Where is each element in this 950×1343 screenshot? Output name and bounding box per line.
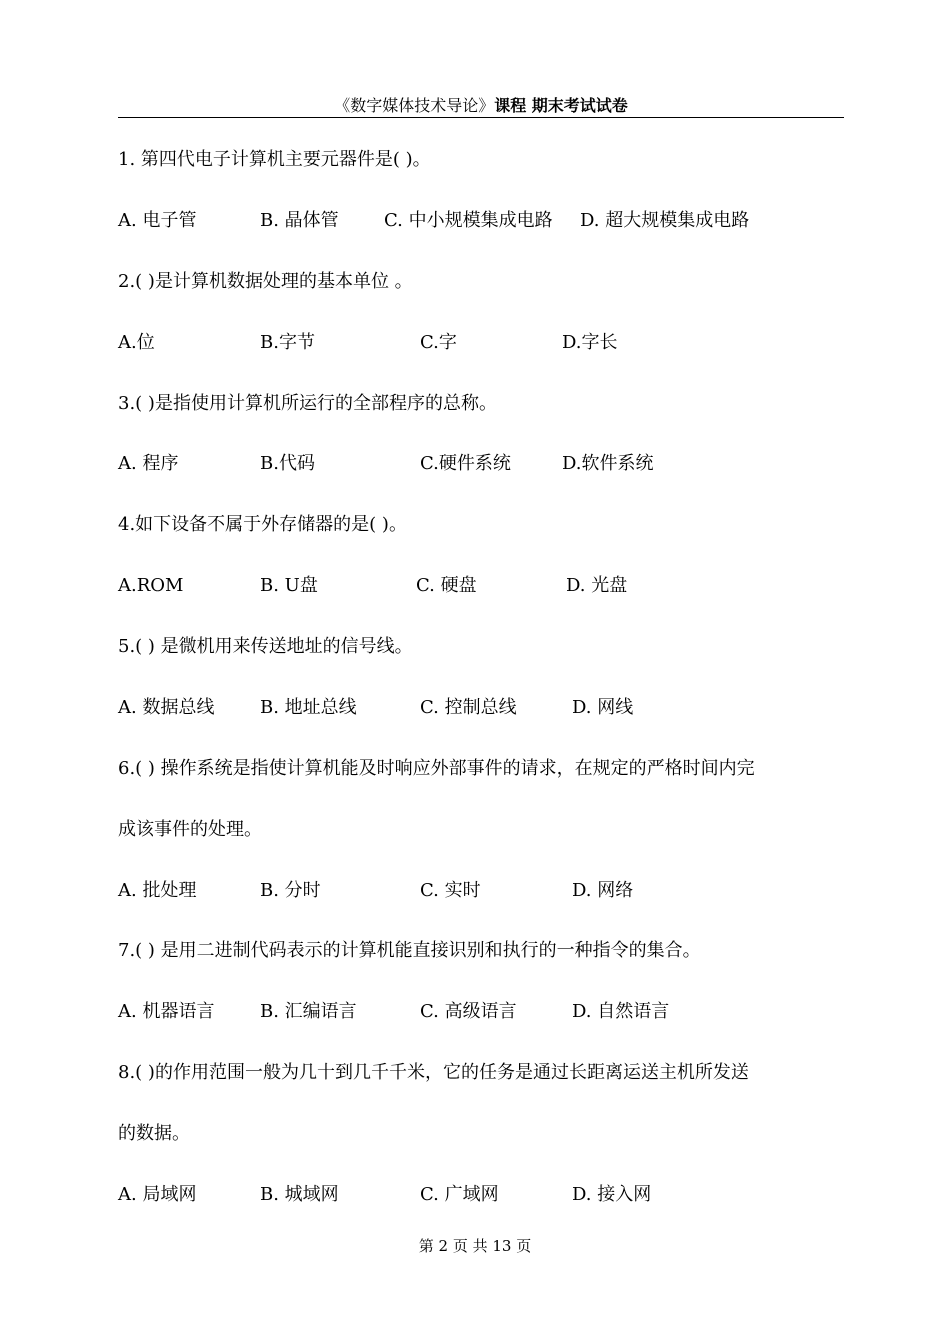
option-d: D. 自然语言 [572, 1001, 670, 1022]
option-c: C. 控制总线 [420, 697, 517, 718]
question-8-options [118, 1183, 844, 1207]
option-d: D. 接入网 [572, 1184, 652, 1205]
option-b: B. 城域网 [260, 1184, 339, 1205]
question-4-stem: 4.如下设备不属于外存储器的是( )。 [118, 514, 407, 535]
question-7-options [118, 1000, 844, 1024]
question-6-stem: 6.( ) 操作系统是指使计算机能及时响应外部事件的请求，在规定的严格时间内完 [118, 758, 755, 779]
option-c: C.硬件系统 [420, 453, 511, 474]
question-4-options [118, 574, 844, 598]
question-5-stem: 5.( ) 是微机用来传送地址的信号线。 [118, 636, 413, 657]
question-1-stem: 1. 第四代电子计算机主要元器件是( )。 [118, 149, 431, 170]
question-8-stem-continued: 的数据。 [118, 1123, 190, 1144]
option-d: D. 网络 [572, 880, 634, 901]
option-b: B. 分时 [260, 880, 321, 901]
header-rule [118, 117, 844, 118]
option-b: B. 晶体管 [260, 210, 339, 231]
option-c: C. 广域网 [420, 1184, 499, 1205]
option-d: D. 光盘 [566, 575, 628, 596]
option-a: A.位 [118, 332, 155, 353]
question-2-stem: 2.( )是计算机数据处理的基本单位 。 [118, 271, 413, 292]
question-5-options [118, 696, 844, 720]
option-b: B. U盘 [260, 575, 318, 596]
question-6-stem-continued: 成该事件的处理。 [118, 819, 262, 840]
option-c: C.字 [420, 332, 457, 353]
option-c: C. 高级语言 [420, 1001, 517, 1022]
question-2-options [118, 331, 844, 355]
option-c: C. 实时 [420, 880, 481, 901]
option-d: D.字长 [562, 332, 618, 353]
question-6-options [118, 879, 844, 903]
page-footer: 第 2 页 共 13 页 [418, 1237, 532, 1255]
option-a: A. 程序 [118, 453, 179, 474]
option-c: C. 中小规模集成电路 [384, 210, 553, 231]
option-a: A. 批处理 [118, 880, 197, 901]
option-d: D. 网线 [572, 697, 634, 718]
option-b: B. 汇编语言 [260, 1001, 357, 1022]
option-a: A. 电子管 [118, 210, 197, 231]
option-a: A. 局域网 [118, 1184, 197, 1205]
option-a: A. 数据总线 [118, 697, 215, 718]
option-c: C. 硬盘 [416, 575, 477, 596]
header-exam-title: 课程 期末考试试卷 [494, 96, 628, 115]
page-header [118, 96, 844, 116]
question-8-stem: 8.( )的作用范围一般为几十到几千千米，它的任务是通过长距离运送主机所发送 [118, 1062, 749, 1083]
option-b: B.字节 [260, 332, 315, 353]
option-a: A.ROM [118, 575, 184, 596]
option-d: D. 超大规模集成电路 [580, 210, 750, 231]
question-7-stem: 7.( ) 是用二进制代码表示的计算机能直接识别和执行的一种指令的集合。 [118, 940, 701, 961]
option-d: D.软件系统 [562, 453, 654, 474]
option-b: B. 地址总线 [260, 697, 357, 718]
header-course-name: 《数字媒体技术导论》 [334, 96, 495, 115]
question-3-options [118, 452, 844, 476]
question-1-options [118, 209, 844, 233]
question-3-stem: 3.( )是指使用计算机所运行的全部程序的总称。 [118, 393, 497, 414]
option-a: A. 机器语言 [118, 1001, 215, 1022]
option-b: B.代码 [260, 453, 315, 474]
